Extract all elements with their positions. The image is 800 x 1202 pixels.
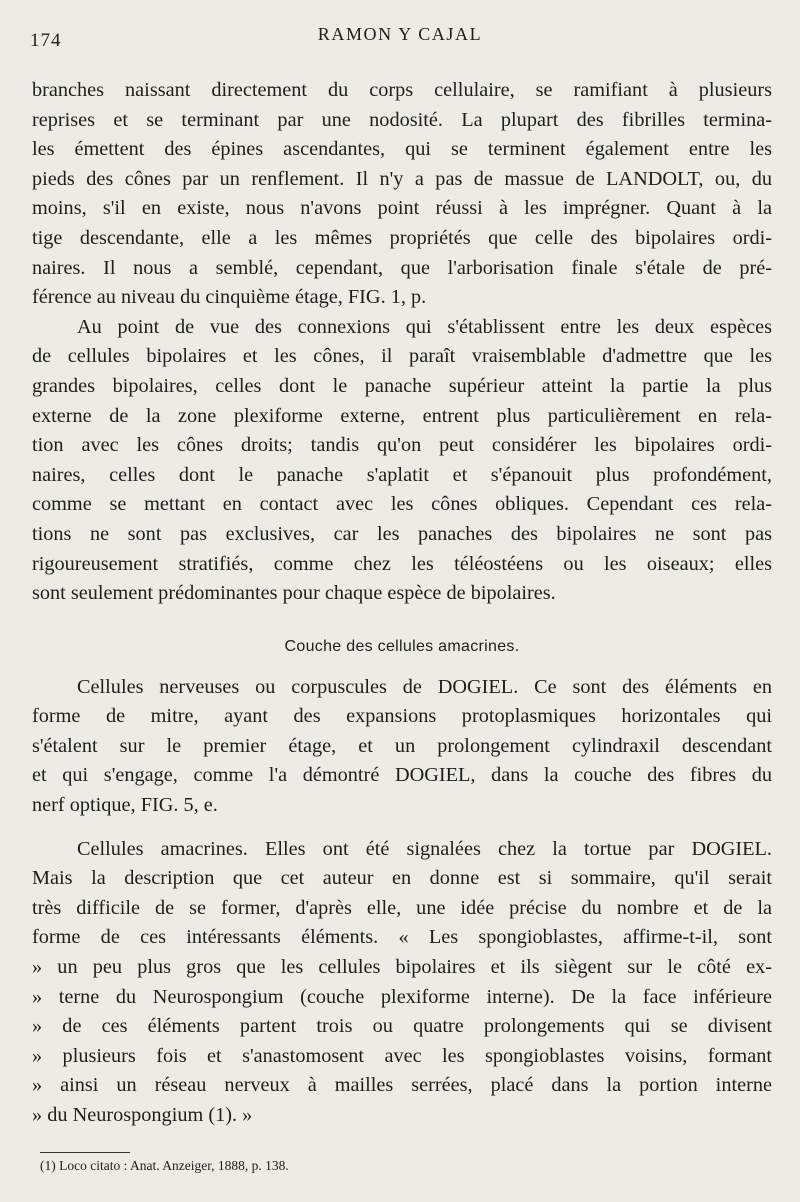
paragraph [32,313,772,609]
text-line: Mais la description que cet auteur en donne est si sommaire, qu'il serait [32,867,772,890]
text-line: tige descendante, elle a les mêmes propriétés que celle des bipolaires ordi- [32,226,772,249]
text-line: » du Neurospongium (1). » [32,1104,253,1126]
text-line: moins, s'il en existe, nous n'avons point réussi à les imprégner. Quant à la [32,197,772,220]
paragraph [32,76,772,313]
text-line: grandes bipolaires, celles dont le panache supérieur atteint la partie la plus [32,374,772,397]
text-line: rigoureusement stratifiés, comme chez les téléostéens ou les oiseaux; elles [32,552,772,575]
running-head: RAMON Y CAJAL [317,24,483,44]
text-line: Cellules amacrines. Elles ont été signalées chez la tortue par DOGIEL. [77,837,772,860]
paragraph [32,673,772,821]
text-line: très difficile de se former, d'après elle, une idée précise du nombre et de la [32,896,772,919]
footnote: (1) Loco citato : Anat. Anzeiger, 1888, p. 138. [40,1158,289,1173]
text-line: les émettent des épines ascendantes, qui se terminent également entre les [32,138,772,161]
text-line: forme de ces intéressants éléments. « Les spongioblastes, affirme-t-il, sont [32,926,772,949]
text-line: naires, celles dont le panache s'aplatit et s'épanouit plus profondément, [32,463,772,486]
text-line: » plusieurs fois et s'anastomosent avec les spongioblastes voisins, formant [32,1044,772,1067]
text-line: tions ne sont pas exclusives, car les panaches des bipolaires ne sont pas [32,522,772,545]
page-header [0,22,800,52]
text-line: comme se mettant en contact avec les cônes obliques. Cependant ces rela- [32,493,772,516]
text-line: reprises et se terminant par une nodosité. La plupart des fibrilles termina- [32,108,772,131]
text-line: » terne du Neurospongium (couche plexiforme interne). De la face inférieure [32,985,772,1008]
text-line: naires. Il nous a semblé, cependant, que l'arborisation finale s'étale de pré- [32,256,772,279]
text-line: branches naissant directement du corps cellulaire, se ramifiant à plusieurs [32,79,772,101]
page-number: 174 [30,30,62,51]
text-line: Cellules nerveuses ou corpuscules de DOGIEL. Ce sont des éléments en [77,675,772,698]
text-line: Au point de vue des connexions qui s'établissent entre les deux espèces [77,315,772,338]
text-line: sont seulement prédominantes pour chaque espèce de bipolaires. [32,582,556,605]
text-line: nerf optique, FIG. 5, e. [32,794,218,817]
text-line: externe de la zone plexiforme externe, entrent plus particulièrement en rela- [32,404,772,427]
paragraph [32,835,772,1131]
text-line: » ainsi un réseau nerveux à mailles serrées, placé dans la portion interne [32,1074,772,1097]
footnote-rule [40,1152,130,1153]
text-line: » un peu plus gros que les cellules bipolaires et ils siègent sur le côté ex- [32,956,772,979]
text-line: pieds des cônes par un renflement. Il n'y a pas de massue de LANDOLT, ou, du [32,167,772,190]
text-line: tion avec les cônes droits; tandis qu'on peut considérer les bipolaires ordi- [32,434,772,457]
text-line: de cellules bipolaires et les cônes, il paraît vraisemblable d'admettre que les [32,345,772,368]
text-line: férence au niveau du cinquième étage, FIG. 1, p. [32,286,427,309]
text-line: » de ces éléments partent trois ou quatre prolongements qui se divisent [32,1015,772,1038]
text-line: s'étalent sur le premier étage, et un prolongement cylindraxil descendant [32,734,772,757]
body-text [32,76,772,1131]
text-line: forme de mitre, ayant des expansions protoplasmiques horizontales qui [32,705,772,728]
section-heading: Couche des cellules amacrines. [284,637,520,655]
text-line: et qui s'engage, comme l'a démontré DOGIEL, dans la couche des fibres du [32,764,772,787]
